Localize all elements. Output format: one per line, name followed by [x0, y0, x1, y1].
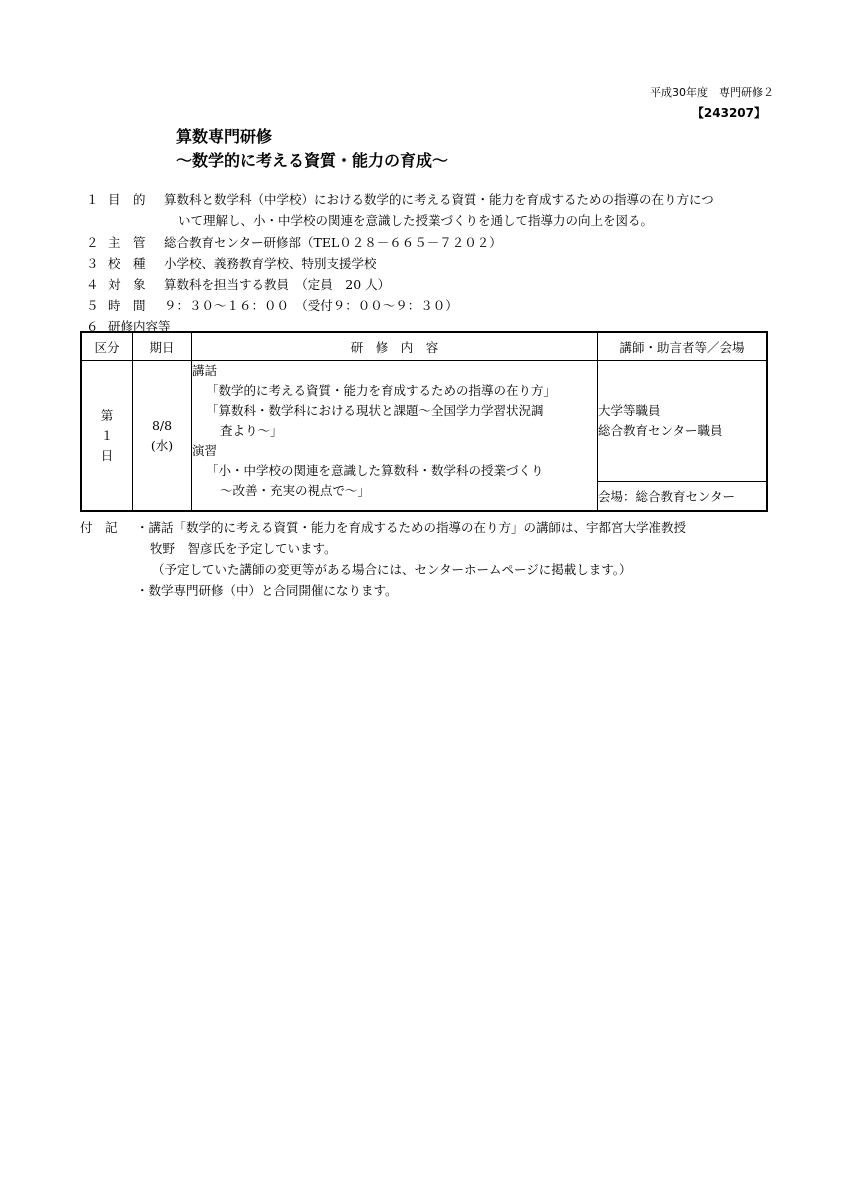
schedule-table — [80, 331, 768, 512]
table-header-row — [81, 332, 767, 361]
day-number-cell: 第 １ 日 — [81, 361, 133, 512]
header-course-code: 【243207】 — [691, 106, 766, 120]
exercise-title-cont: 〜改善・充実の視点で〜」 — [220, 483, 371, 498]
header-kubun: 区分 — [81, 332, 133, 361]
header-lecturer: 講師・助言者等／会場 — [598, 332, 768, 361]
lecture-title-2: 「算数科・数学科における現状と課題〜全国学力学習状況調 — [206, 403, 544, 418]
note-item: ・講話「数学的に考える資質・能力を育成するための指導の在り方」の講師は、宇都宮大学准教授 — [136, 520, 687, 535]
section-school-type: ３ 校 種 — [86, 254, 164, 272]
note-item: （予定していた講師の変更等がある場合には、センターホームページに掲載します。） — [152, 562, 632, 577]
page-title: 算数専門研修 — [176, 127, 273, 146]
section-purpose: １ 目 的 — [86, 190, 164, 208]
section-time-text: ９：３０〜１６：００ （受付９：００〜９：３０） — [164, 298, 458, 313]
content-cell — [192, 361, 598, 512]
venue-cell: 会場：総合教育センター — [598, 482, 768, 512]
section-organizer: ２ 主 管 — [86, 233, 164, 251]
section-content: ６ 研修内容等 — [86, 319, 171, 334]
section-school-type-text: 小学校、義務教育学校、特別支援学校 — [164, 256, 377, 271]
section-purpose-line2: いて理解し、小・中学校の関連を意識した授業づくりを通して指導力の向上を図る。 — [178, 213, 654, 228]
section-label: 対 象 — [108, 277, 146, 292]
date-cell: 8/8 (水) — [133, 361, 192, 512]
page-subtitle: 〜数学的に考える資質・能力の育成〜 — [176, 151, 449, 170]
section-label: 目 的 — [108, 192, 146, 207]
section-label: 研修内容等 — [108, 319, 171, 334]
section-target-text: 算数科を担当する教員 （定員 20 人） — [164, 277, 391, 292]
header-date: 期日 — [133, 332, 192, 361]
section-organizer-text: 総合教育センター研修部（TEL０２８－６６５－７２０２） — [164, 235, 502, 250]
lecturer-cell: 大学等職員 総合教育センター職員 — [598, 361, 768, 482]
section-label: 時 間 — [108, 298, 146, 313]
note-item: 牧野 智彦氏を予定しています。 — [150, 541, 337, 556]
lecture-title-2-cont: 査より〜」 — [220, 423, 283, 438]
section-label: 主 管 — [108, 235, 146, 250]
header-content: 研 修 内 容 — [192, 332, 598, 361]
section-target: ４ 対 象 — [86, 275, 164, 293]
exercise-title: 「小・中学校の関連を意識した算数科・数学科の授業づくり — [206, 463, 544, 478]
note-item: ・数学専門研修（中）と合同開催になります。 — [136, 583, 398, 598]
header-year-label: 平成30年度 専門研修２ — [650, 86, 774, 99]
lecture-title-1: 「数学的に考える資質・能力を育成するための指導の在り方」 — [206, 383, 557, 398]
section-purpose-line1: 算数科と数学科（中学校）における数学的に考える資質・能力を育成するための指導の在り方につ — [164, 192, 714, 207]
table-row — [81, 361, 767, 482]
section-label: 校 種 — [108, 256, 146, 271]
exercise-label: 演習 — [192, 443, 218, 458]
section-time: ５ 時 間 — [86, 296, 164, 314]
notes-label: 付 記 — [80, 520, 118, 535]
lecture-label: 講話 — [192, 363, 218, 378]
